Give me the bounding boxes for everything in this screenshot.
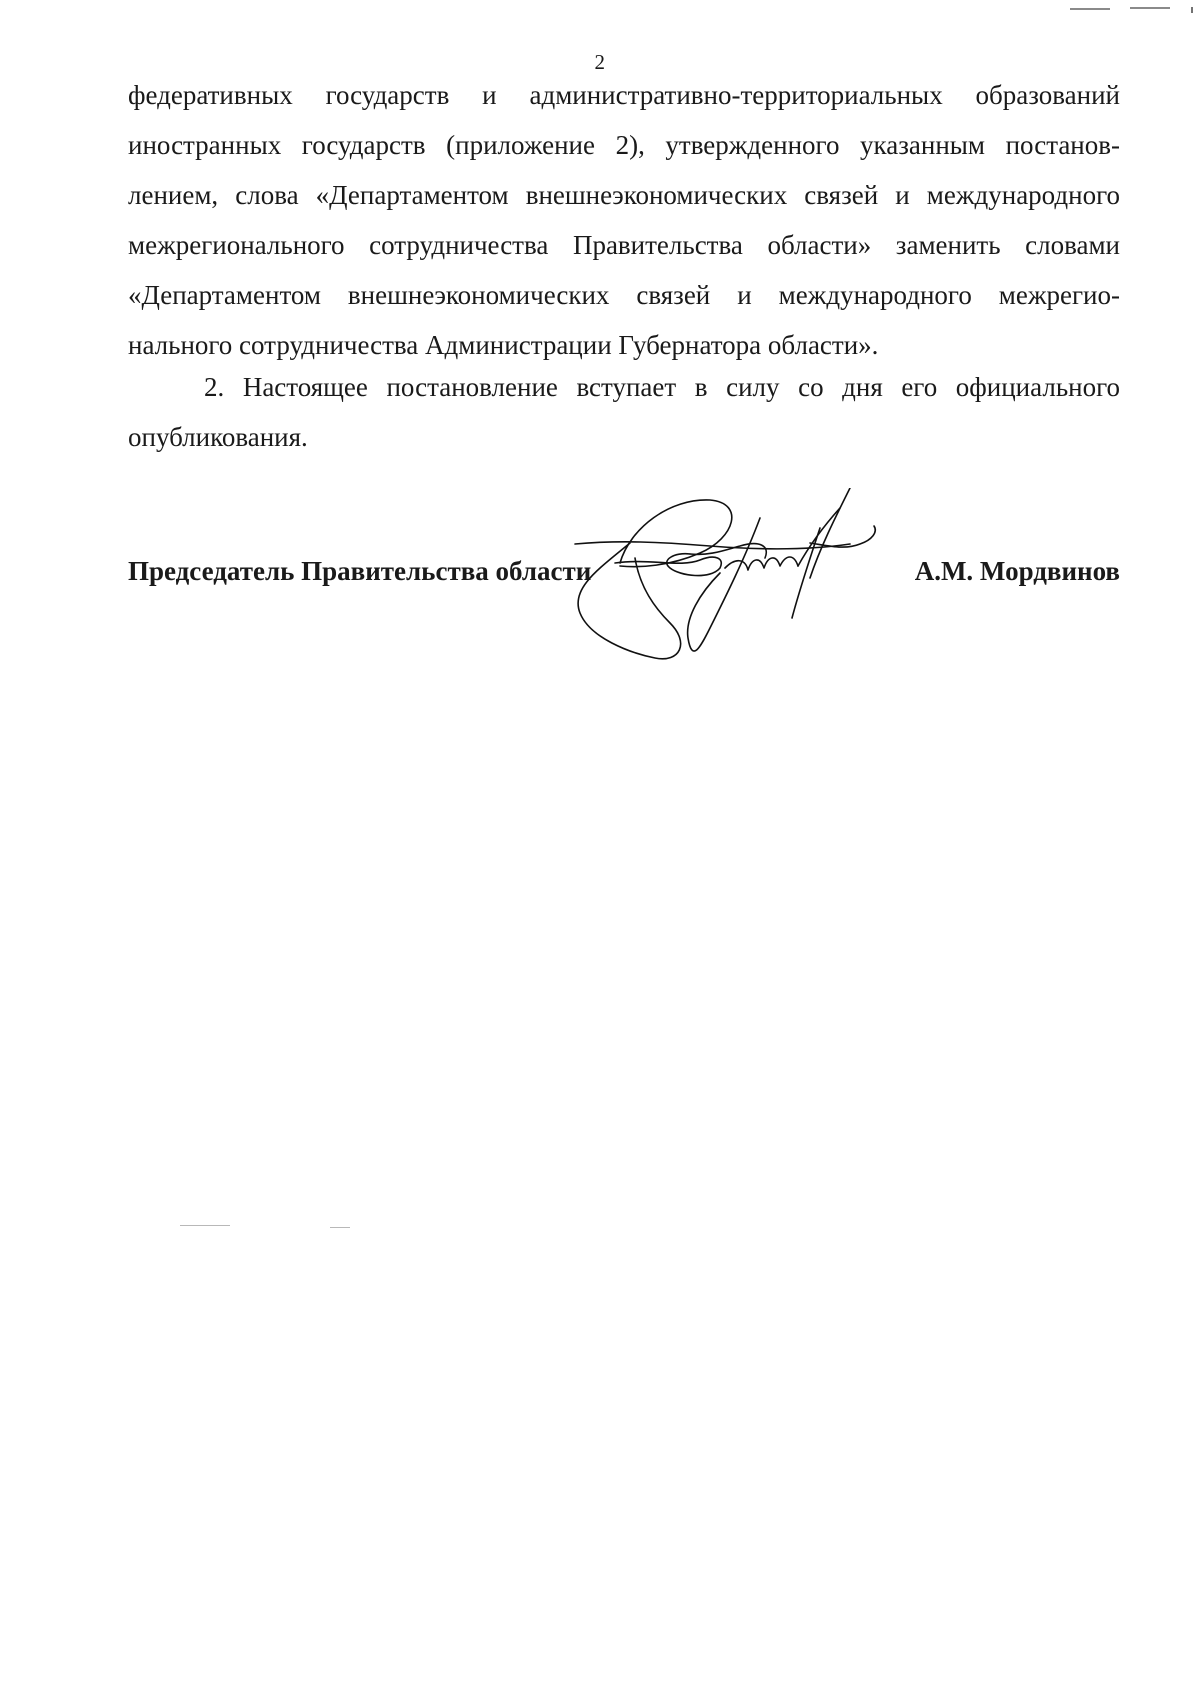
paragraph-line: нального сотрудничества Администрации Губернатора области». xyxy=(128,330,879,360)
signature-block xyxy=(128,556,1120,596)
paragraph-1 xyxy=(128,70,1120,370)
page-number: 2 xyxy=(594,50,606,74)
paragraph-line: «Департаментом внешнеэкономических связей и международного межрегио- xyxy=(128,280,1120,310)
paragraph-line: опубликования. xyxy=(128,422,308,452)
scan-speck xyxy=(180,1225,230,1226)
scan-edge-mark xyxy=(1050,0,1200,6)
paragraph-line: федеративных государств и административно-территориальных образований xyxy=(128,80,1120,110)
paragraph-2 xyxy=(128,362,1120,462)
paragraph-line: межрегионального сотрудничества Правительства области» заменить словами xyxy=(128,230,1120,260)
paragraph-line: лением, слова «Департаментом внешнеэкономических связей и международного xyxy=(128,180,1120,210)
signer-title: Председатель Правительства области xyxy=(128,556,592,586)
scan-speck xyxy=(330,1227,350,1228)
paragraph-line: иностранных государств (приложение 2), утвержденного указанным постанов- xyxy=(128,130,1120,160)
signer-name: А.М. Мордвинов xyxy=(914,556,1120,586)
paragraph-line: 2. Настоящее постановление вступает в силу со дня его официального xyxy=(204,372,1120,402)
